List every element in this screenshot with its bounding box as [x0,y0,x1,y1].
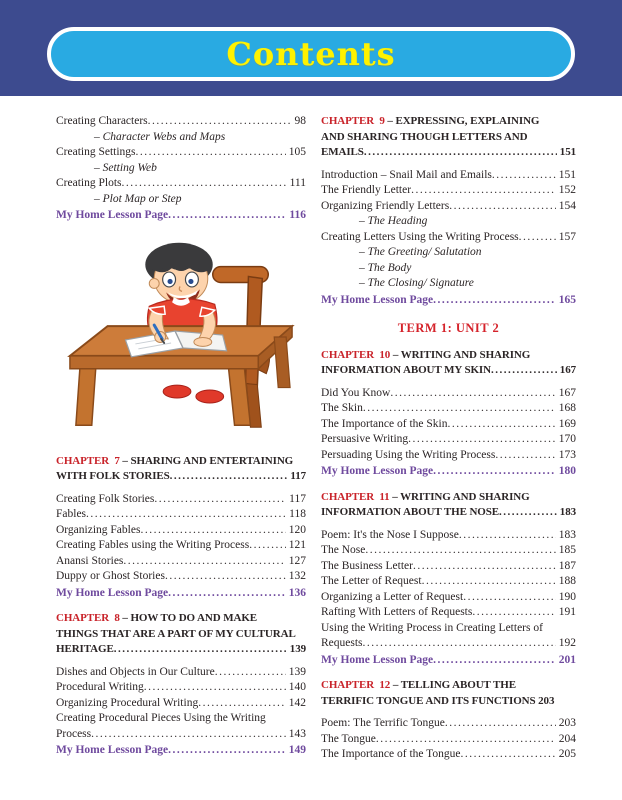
toc-sub-entry: – Plot Map or Step [94,192,182,205]
toc-entry [321,732,576,748]
toc-entry [321,528,576,544]
toc-entry [321,168,576,184]
dot-leader [114,642,287,658]
entry-label: Organizing Fables [56,523,141,536]
boy-writing-at-desk-illustration [56,230,306,444]
page-number: 111 [289,177,306,189]
toc-sub-entry: – The Heading [359,215,428,227]
entry-label: INFORMATION ABOUT THE NOSE [321,506,500,518]
chapter-title: – EXPRESSING, EXPLAINING [384,115,540,127]
chapter-title: – HOW TO DO AND MAKE [119,612,258,624]
page-number: 165 [558,293,576,306]
entry-label: Creating Letters Using the Writing Process [321,230,519,243]
chapter-heading [321,490,576,521]
dot-leader [499,505,557,521]
dot-leader [492,168,556,184]
dot-leader [198,696,286,712]
chapter-number: CHAPTER 7 [56,454,120,467]
entry-label: Persuading Using the Writing Process [321,448,496,461]
toc-entry [321,386,576,402]
dot-leader [472,605,555,621]
dot-leader [461,747,556,763]
dot-leader [91,727,286,743]
entry-label: Dishes and Objects in Our Culture [56,665,215,678]
chapter-heading-line: TERRIFIC TONGUE AND ITS FUNCTIONS 203 [321,694,555,707]
page-number: 127 [288,554,306,567]
page-number: 117 [289,492,306,505]
entry-label: My Home Lesson Page [321,465,434,477]
dot-leader [445,716,556,732]
chapter-title: – TELLING ABOUT THE [390,679,516,691]
entry-label: Process [56,727,92,740]
entry-label: Rafting With Letters of Requests [321,606,473,618]
dot-leader [249,538,286,554]
dot-leader [463,590,556,606]
chapter-heading-line [56,611,306,627]
entry-label: Introduction – Snail Mail and Emails [321,168,492,181]
entry-label: My Home Lesson Page [56,744,169,756]
chapter-heading-line [321,145,576,161]
dot-leader [364,145,557,161]
toc-entry [56,176,306,192]
page-number: 120 [288,523,306,536]
entry-label: Creating Settings [56,146,136,158]
boy-pupil-right [188,278,193,283]
page-number: 132 [288,570,306,582]
chapter-number: CHAPTER 11 [321,490,390,503]
toc-sub-entry: – Setting Web [94,161,157,174]
toc-entry [56,554,306,570]
term-heading: TERM 1: UNIT 2 [397,321,500,335]
page-number: 168 [558,402,576,414]
chapter-heading-line: AND SHARING THOUGH LETTERS AND [321,130,528,143]
entry-label: Duppy or Ghost Stories [56,570,165,582]
chapter-heading-line: THINGS THAT ARE A PART OF MY CULTURAL [56,627,296,640]
home-lesson-entry [56,586,306,602]
page-number: 116 [289,209,306,221]
page-number: 170 [558,433,576,445]
chapter-heading [321,114,576,161]
dot-leader [86,507,286,523]
entry-label: Procedural Writing [56,681,144,693]
page-number: 98 [294,115,306,127]
chapter-heading-line [321,114,576,130]
chapter-title: – WRITING AND SHARING [390,348,531,361]
dot-leader [170,469,288,485]
toc-entry [321,590,576,606]
dot-leader [433,293,556,309]
boy-ear [149,278,159,288]
dot-leader [390,386,555,402]
toc-entry [321,417,576,433]
page-number: 188 [558,575,576,587]
dot-leader [433,464,556,480]
page-number: 151 [558,168,576,181]
entry-label: My Home Lesson Page [321,293,434,306]
page-number: 142 [288,696,306,709]
page-number: 205 [558,748,576,760]
entry-label: The Friendly Letter [321,184,412,196]
chapter-heading-line [56,469,306,485]
dot-leader [215,665,286,681]
dot-leader [495,448,555,464]
dot-leader [140,523,285,539]
entry-label: Creating Characters [56,115,148,127]
page-number: 190 [558,590,576,603]
page-number: 191 [558,606,576,618]
dot-leader [154,492,286,508]
dot-leader [144,680,286,696]
entry-label: HERITAGE [56,643,114,655]
entry-label: Persuasive Writing [321,433,409,445]
dot-leader [413,559,556,575]
chapter-heading [321,678,576,709]
home-lesson-entry [321,464,576,480]
toc-entry [56,696,306,712]
entry-label: Creating Fables using the Writing Process [56,539,250,551]
toc-entry [56,680,306,696]
dot-leader [122,176,287,192]
chapter-heading-line [321,678,576,694]
page-number: 192 [558,637,576,649]
toc-entry [321,716,576,732]
entry-label: The Business Letter [321,559,413,572]
chapter-title: – SHARING AND ENTERTAINING [119,454,294,467]
chapter-number: CHAPTER 12 [321,679,391,691]
dot-leader [168,208,286,224]
dot-leader [168,586,286,602]
entry-label: The Skin [321,402,363,414]
dot-leader [433,653,556,669]
chapter-heading [56,454,306,485]
entry-label: My Home Lesson Page [56,209,169,221]
dot-leader [165,569,286,585]
dot-leader [422,574,556,590]
dot-leader [168,743,286,759]
dot-leader [136,145,286,161]
home-lesson-entry [56,743,306,759]
dot-leader [447,417,555,433]
entry-label: Organizing Procedural Writing [56,696,199,709]
page-number: 173 [558,448,576,461]
dot-leader [411,183,556,199]
page-number: 139 [289,643,306,655]
home-lesson-entry [321,293,576,309]
page-number: 143 [288,727,306,740]
boy-hand-flat [194,337,212,346]
chapter-number: CHAPTER 10 [321,348,391,361]
dot-leader [408,432,556,448]
entry-label: Organizing Friendly Letters [321,199,450,212]
toc-entry [56,538,306,554]
chapter-heading-line [56,454,306,470]
table-of-contents [56,114,576,763]
dot-leader [491,363,557,379]
toc-entry [56,114,306,130]
entry-label: Did You Know [321,386,391,399]
toc-entry [56,145,306,161]
entry-label: The Nose [321,544,366,556]
toc-entry [56,665,306,681]
dot-leader [148,114,292,130]
entry-label: The Importance of the Tongue [321,748,461,760]
entry-label: WITH FOLK STORIES [56,470,170,482]
page-number: 139 [288,665,306,678]
toc-sub-entry: – Character Webs and Maps [94,130,226,143]
entry-label: EMAILS [321,146,364,158]
entry-label: Organizing a Letter of Request [321,590,464,603]
header-band [0,0,622,96]
dot-leader [449,199,556,215]
entry-label: Fables [56,508,87,520]
page-number: 152 [558,184,576,196]
boy-shoe-right [196,390,224,403]
entry-label: The Letter of Request [321,575,422,587]
toc-entry [56,711,306,742]
toc-entry [321,230,576,246]
toc-entry-continuation [321,636,576,652]
page-number: 203 [558,717,576,729]
home-lesson-entry [56,208,306,224]
toc-entry [56,507,306,523]
home-lesson-entry [321,653,576,669]
chapter-heading-line [321,505,576,521]
chapter-heading-line [56,642,306,658]
page-number: 183 [558,528,576,541]
dot-leader [376,732,556,748]
page-number: 151 [559,146,576,158]
toc-entry [321,621,576,652]
contents-header-pill [47,27,575,81]
toc-sub-entry: – The Closing/ Signature [359,277,474,289]
page-number: 121 [288,539,306,551]
toc-sub-entry: – The Greeting/ Salutation [359,246,482,258]
boy-writing-at-desk-image [62,236,300,438]
dot-leader [519,230,556,246]
toc-entry [321,747,576,763]
entry-label: The Tongue [321,732,376,745]
desk-apron [70,355,258,368]
toc-entry [321,401,576,417]
chapter-heading-line [321,490,576,506]
page-number: 136 [288,586,306,599]
entry-label: Creating Folk Stories [56,492,155,505]
chapter-heading-line [321,348,576,364]
entry-label: My Home Lesson Page [56,586,169,599]
page-number: 118 [289,508,306,520]
entry-label: Poem: The Terrific Tongue [321,717,445,729]
toc-entry [321,559,576,575]
boy-shoe-left [163,385,191,398]
chapter-heading [321,348,576,379]
dot-leader [459,528,556,544]
page-number: 183 [559,506,576,518]
toc-entry [321,543,576,559]
entry-label: Requests [321,637,363,649]
desk-leg-front-left [76,368,96,425]
chapter-number: CHAPTER 9 [321,115,385,127]
toc-entry [321,199,576,215]
toc-entry-continuation [56,727,306,743]
page-number: 105 [288,146,306,158]
toc-sub-entry: – The Body [359,261,412,274]
entry-label: INFORMATION ABOUT MY SKIN [321,364,491,376]
toc-entry [321,183,576,199]
toc-entry [321,448,576,464]
boy-pupil-left [168,278,173,283]
toc-entry [321,574,576,590]
chapter-heading-line [321,363,576,379]
entry-label: The Importance of the Skin [321,417,448,430]
chapter-title: – WRITING AND SHARING [389,490,530,503]
page-number: 117 [290,470,306,482]
toc-entry [321,605,576,621]
dot-leader [123,554,285,570]
page-number: 154 [558,199,576,212]
page-number: 204 [558,732,576,745]
page-number: 140 [288,681,306,693]
toc-entry [56,569,306,585]
page-number: 167 [558,386,576,399]
entry-label: Creating Plots [56,177,122,189]
page-number: 149 [288,744,306,756]
dot-leader [363,401,556,417]
page-number: 167 [559,364,576,376]
page-title: Contents [226,35,396,73]
entry-label: Using the Writing Process in Creating Letters of [321,621,543,634]
entry-label: My Home Lesson Page [321,653,434,666]
entry-label: Creating Procedural Pieces Using the Writing [56,712,266,724]
dot-leader [363,636,556,652]
chapter-number: CHAPTER 8 [56,612,120,624]
toc-entry [56,523,306,539]
chapter-heading [56,611,306,658]
entry-label: Anansi Stories [56,554,124,567]
toc-column-right [321,114,576,763]
toc-entry [321,432,576,448]
toc-column-left [56,114,306,763]
desk-leg-back-right [274,337,290,388]
page-number: 180 [558,465,576,477]
page-number: 169 [558,417,576,430]
page-number: 157 [558,230,576,243]
page-number: 187 [558,559,576,572]
toc-entry [56,492,306,508]
dot-leader [365,543,555,559]
page-number: 185 [558,544,576,556]
entry-label: Poem: It's the Nose I Suppose [321,528,459,541]
page-number: 201 [558,653,576,666]
